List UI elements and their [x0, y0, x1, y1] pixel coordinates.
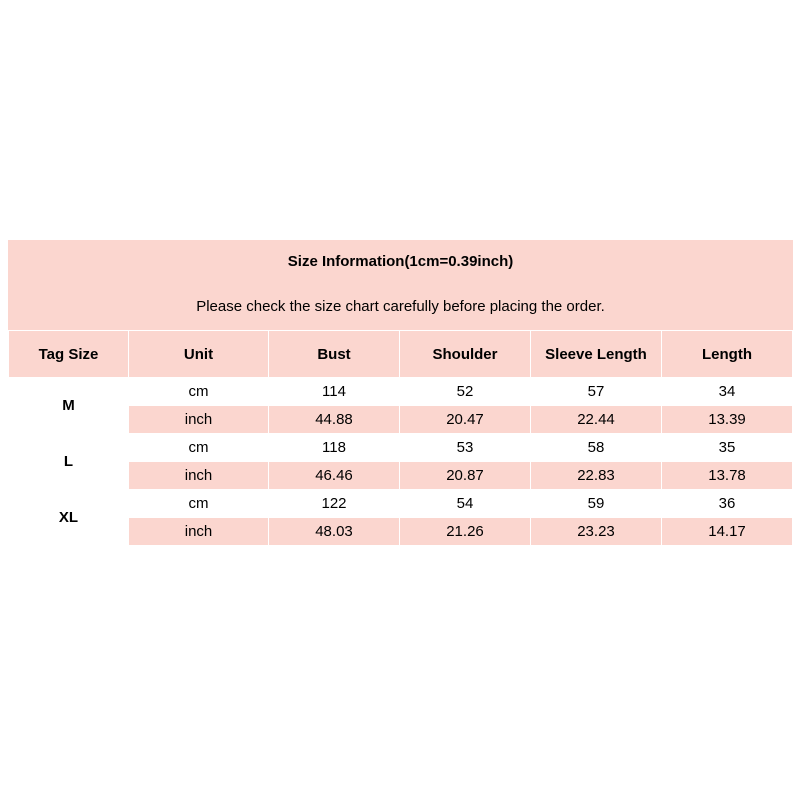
shoulder-cell: 20.87	[400, 462, 531, 490]
chart-title: Size Information(1cm=0.39inch)	[9, 240, 793, 282]
size-chart-container	[8, 240, 792, 546]
chart-subtitle: Please check the size chart carefully before placing the order.	[9, 282, 793, 331]
length-cell: 36	[662, 490, 793, 518]
shoulder-cell: 21.26	[400, 518, 531, 546]
table-row	[9, 378, 793, 406]
length-cell: 14.17	[662, 518, 793, 546]
unit-cell: cm	[129, 378, 269, 406]
length-cell: 35	[662, 434, 793, 462]
table-title-row	[9, 240, 793, 282]
length-cell: 13.39	[662, 406, 793, 434]
shoulder-cell: 54	[400, 490, 531, 518]
sleeve-length-cell: 58	[531, 434, 662, 462]
bust-cell: 46.46	[269, 462, 400, 490]
table-header-row	[9, 331, 793, 378]
length-cell: 13.78	[662, 462, 793, 490]
tag-size-cell: XL	[9, 490, 129, 546]
sleeve-length-cell: 22.44	[531, 406, 662, 434]
sleeve-length-cell: 22.83	[531, 462, 662, 490]
shoulder-cell: 20.47	[400, 406, 531, 434]
shoulder-cell: 53	[400, 434, 531, 462]
sleeve-length-cell: 59	[531, 490, 662, 518]
sleeve-length-cell: 57	[531, 378, 662, 406]
unit-cell: inch	[129, 462, 269, 490]
column-header-tag-size: Tag Size	[9, 331, 129, 378]
size-chart-table	[8, 240, 793, 546]
bust-cell: 122	[269, 490, 400, 518]
unit-cell: inch	[129, 518, 269, 546]
table-subtitle-row	[9, 282, 793, 331]
sleeve-length-cell: 23.23	[531, 518, 662, 546]
unit-cell: inch	[129, 406, 269, 434]
table-row	[9, 490, 793, 518]
bust-cell: 114	[269, 378, 400, 406]
table-row	[9, 434, 793, 462]
column-header-bust: Bust	[269, 331, 400, 378]
bust-cell: 118	[269, 434, 400, 462]
column-header-sleeve-length: Sleeve Length	[531, 331, 662, 378]
column-header-unit: Unit	[129, 331, 269, 378]
column-header-shoulder: Shoulder	[400, 331, 531, 378]
shoulder-cell: 52	[400, 378, 531, 406]
column-header-length: Length	[662, 331, 793, 378]
bust-cell: 44.88	[269, 406, 400, 434]
unit-cell: cm	[129, 434, 269, 462]
length-cell: 34	[662, 378, 793, 406]
tag-size-cell: L	[9, 434, 129, 490]
tag-size-cell: M	[9, 378, 129, 434]
unit-cell: cm	[129, 490, 269, 518]
bust-cell: 48.03	[269, 518, 400, 546]
